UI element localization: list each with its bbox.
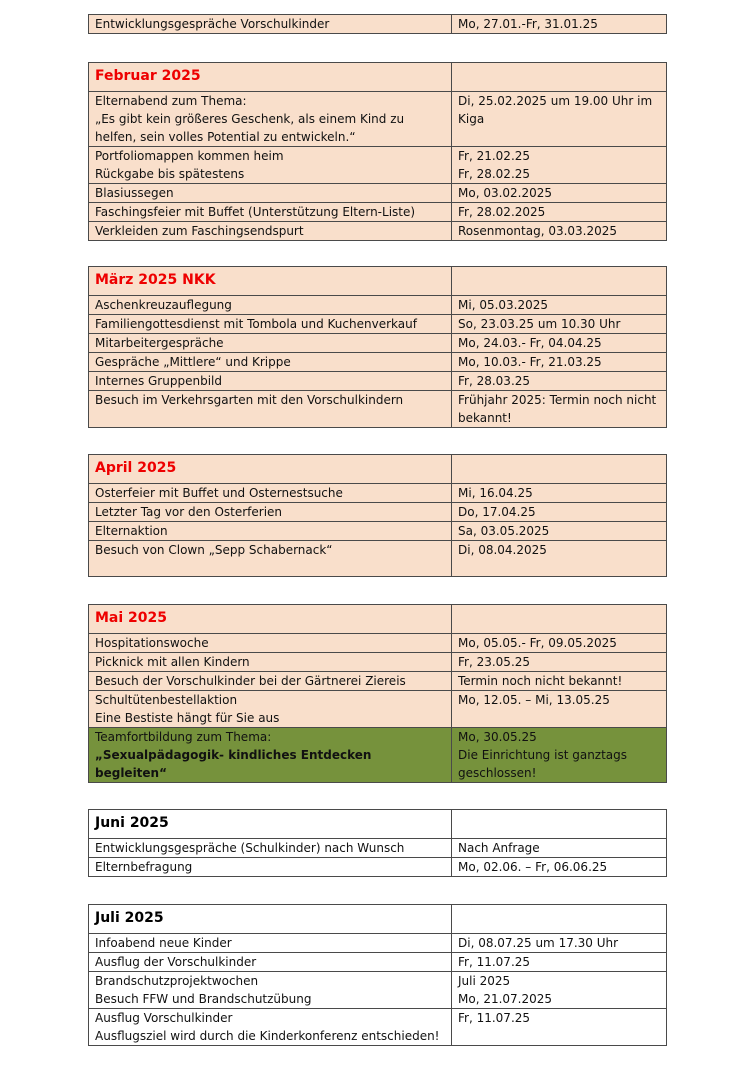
table-row [89, 691, 667, 728]
date-cell: Di, 25.02.2025 um 19.00 Uhr im Kiga [452, 92, 667, 147]
event-cell: Mitarbeitergespräche [89, 334, 452, 353]
month-header-row [89, 905, 667, 934]
date-cell: Juli 2025 Mo, 21.07.2025 [452, 972, 667, 1009]
date-cell: Fr, 11.07.25 [452, 953, 667, 972]
table-row [89, 858, 667, 877]
event-cell: Letzter Tag vor den Osterferien [89, 503, 452, 522]
table-juni [88, 809, 667, 877]
table-februar [88, 62, 667, 241]
date-cell: So, 23.03.25 um 10.30 Uhr [452, 315, 667, 334]
highlight-event-line2: „Sexualpädagogik- kindliches Entdecken begleiten“ [95, 748, 372, 780]
date-cell: Mo, 02.06. – Fr, 06.06.25 [452, 858, 667, 877]
table-row [89, 296, 667, 315]
event-cell: Internes Gruppenbild [89, 372, 452, 391]
table-row [89, 672, 667, 691]
date-cell: Mo, 27.01.-Fr, 31.01.25 [452, 15, 667, 34]
table-row [89, 839, 667, 858]
table-april [88, 454, 667, 577]
month-header-row [89, 267, 667, 296]
table-mai [88, 604, 667, 783]
table-row [89, 653, 667, 672]
event-cell: Ausflug Vorschulkinder Ausflugsziel wird durch die Kinderkonferenz entschieden! [89, 1009, 452, 1046]
date-cell: Mo, 03.02.2025 [452, 184, 667, 203]
date-cell: Fr, 28.02.2025 [452, 203, 667, 222]
table-juli [88, 904, 667, 1046]
table-row [89, 353, 667, 372]
month-title: März 2025 NKK [89, 267, 452, 296]
date-cell: Mi, 16.04.25 [452, 484, 667, 503]
month-header-row [89, 605, 667, 634]
table-row [89, 522, 667, 541]
month-title-blank [452, 605, 667, 634]
date-cell: Fr, 28.03.25 [452, 372, 667, 391]
date-cell: Termin noch nicht bekannt! [452, 672, 667, 691]
month-title-blank [452, 455, 667, 484]
table-row [89, 503, 667, 522]
table-row [89, 391, 667, 428]
table-row [89, 222, 667, 241]
event-cell: Entwicklungsgespräche (Schulkinder) nach Wunsch [89, 839, 452, 858]
event-cell: Verkleiden zum Faschingsendspurt [89, 222, 452, 241]
date-cell: Frühjahr 2025: Termin noch nicht bekannt! [452, 391, 667, 428]
event-cell: Besuch von Clown „Sepp Schabernack“ [89, 541, 452, 577]
event-cell: Faschingsfeier mit Buffet (Unterstützung Eltern-Liste) [89, 203, 452, 222]
table-row [89, 541, 667, 577]
highlight-event-line1: Teamfortbildung zum Thema: [95, 730, 272, 744]
event-cell: Osterfeier mit Buffet und Osternestsuche [89, 484, 452, 503]
event-cell: Aschenkreuzauflegung [89, 296, 452, 315]
event-cell: Gespräche „Mittlere“ und Krippe [89, 353, 452, 372]
date-cell: Mo, 05.05.- Fr, 09.05.2025 [452, 634, 667, 653]
date-cell: Do, 17.04.25 [452, 503, 667, 522]
table-row [89, 92, 667, 147]
event-cell: Besuch der Vorschulkinder bei der Gärtnerei Ziereis [89, 672, 452, 691]
table-row [89, 972, 667, 1009]
event-cell: Familiengottesdienst mit Tombola und Kuchenverkauf [89, 315, 452, 334]
month-title: Mai 2025 [89, 605, 452, 634]
date-cell: Fr, 23.05.25 [452, 653, 667, 672]
month-title: Juli 2025 [89, 905, 452, 934]
date-cell: Mo, 12.05. – Mi, 13.05.25 [452, 691, 667, 728]
date-cell: Mi, 05.03.2025 [452, 296, 667, 315]
table-row [89, 484, 667, 503]
table-row [89, 203, 667, 222]
event-cell: Schultütenbestellaktion Eine Bestiste hängt für Sie aus [89, 691, 452, 728]
table-row [89, 315, 667, 334]
event-cell: Infoabend neue Kinder [89, 934, 452, 953]
month-header-row [89, 63, 667, 92]
date-cell: Sa, 03.05.2025 [452, 522, 667, 541]
month-header-row [89, 455, 667, 484]
table-row [89, 147, 667, 184]
table-row [89, 372, 667, 391]
date-cell: Mo, 24.03.- Fr, 04.04.25 [452, 334, 667, 353]
event-cell: Elternabend zum Thema: „Es gibt kein größeres Geschenk, als einem Kind zu helfen, sein volles Potential zu entwickeln.“ [89, 92, 452, 147]
month-header-row [89, 810, 667, 839]
date-cell: Fr, 11.07.25 [452, 1009, 667, 1046]
highlight-row [89, 728, 667, 783]
table-januar [88, 14, 667, 34]
event-cell: Elternaktion [89, 522, 452, 541]
event-cell [89, 728, 452, 783]
date-cell: Di, 08.07.25 um 17.30 Uhr [452, 934, 667, 953]
date-cell: Nach Anfrage [452, 839, 667, 858]
event-cell: Ausflug der Vorschulkinder [89, 953, 452, 972]
event-cell: Brandschutzprojektwochen Besuch FFW und Brandschutzübung [89, 972, 452, 1009]
month-title: April 2025 [89, 455, 452, 484]
date-cell: Fr, 21.02.25 Fr, 28.02.25 [452, 147, 667, 184]
event-cell: Hospitationswoche [89, 634, 452, 653]
table-row [89, 634, 667, 653]
event-cell: Elternbefragung [89, 858, 452, 877]
table-row [89, 953, 667, 972]
date-cell: Mo, 10.03.- Fr, 21.03.25 [452, 353, 667, 372]
date-cell: Rosenmontag, 03.03.2025 [452, 222, 667, 241]
table-row [89, 1009, 667, 1046]
date-cell: Mo, 30.05.25 Die Einrichtung ist ganztags geschlossen! [452, 728, 667, 783]
table-row [89, 15, 667, 34]
month-title-blank [452, 267, 667, 296]
date-cell: Di, 08.04.2025 [452, 541, 667, 577]
table-maerz [88, 266, 667, 428]
month-title-blank [452, 810, 667, 839]
event-cell: Portfoliomappen kommen heim Rückgabe bis spätestens [89, 147, 452, 184]
month-title-blank [452, 63, 667, 92]
table-row [89, 934, 667, 953]
table-row [89, 334, 667, 353]
month-title: Juni 2025 [89, 810, 452, 839]
event-cell: Picknick mit allen Kindern [89, 653, 452, 672]
event-cell: Entwicklungsgespräche Vorschulkinder [89, 15, 452, 34]
month-title-blank [452, 905, 667, 934]
event-cell: Besuch im Verkehrsgarten mit den Vorschulkindern [89, 391, 452, 428]
month-title: Februar 2025 [89, 63, 452, 92]
table-row [89, 184, 667, 203]
event-cell: Blasiussegen [89, 184, 452, 203]
